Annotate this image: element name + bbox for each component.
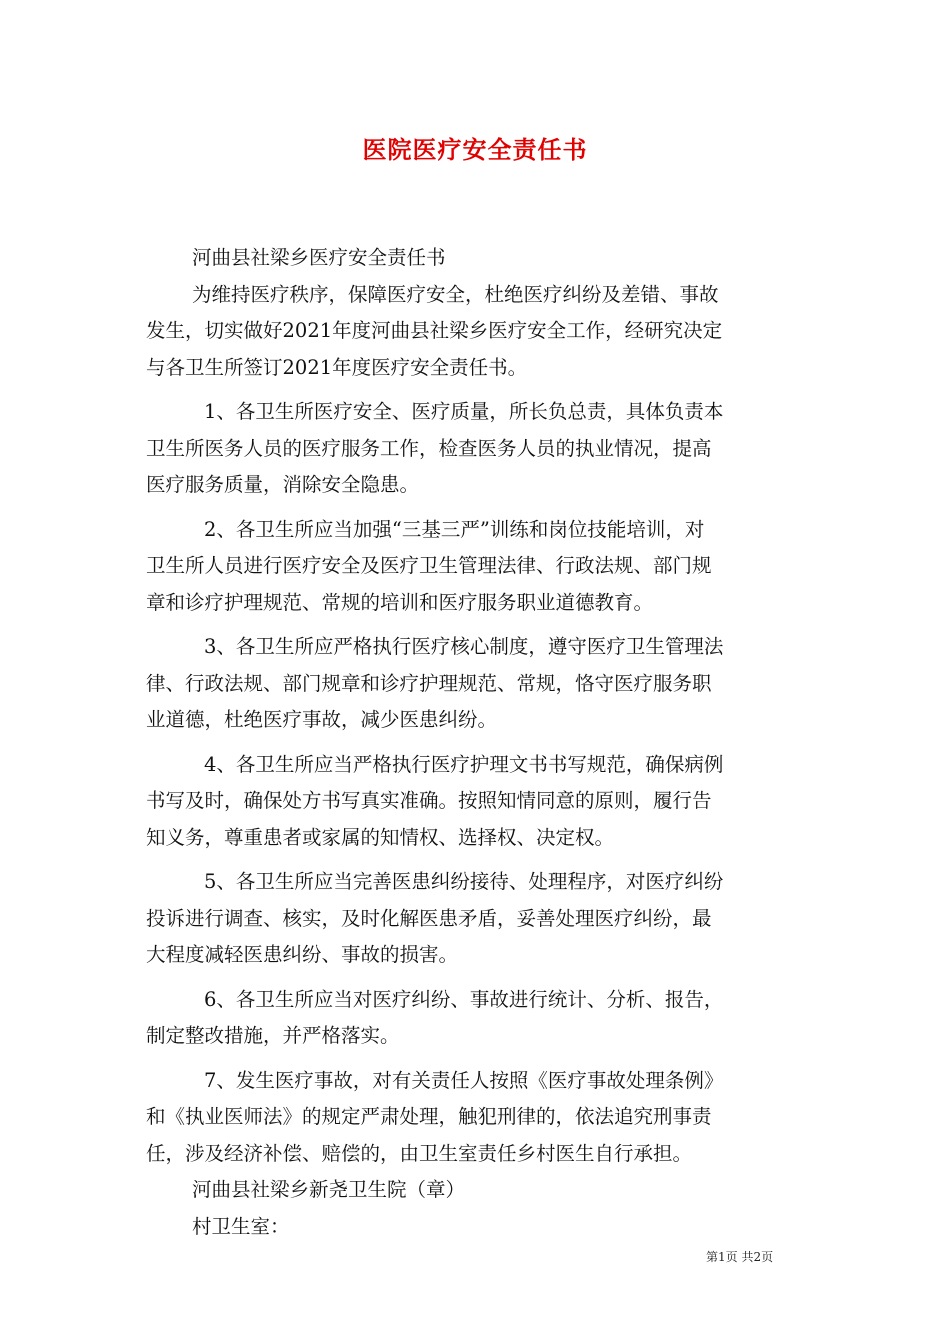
clause-line: 4、各卫生所应当严格执行医疗护理文书书写规范，确保病例 <box>204 752 724 776</box>
clause-5 <box>146 864 806 974</box>
clause-line: 医疗服务质量，消除安全隐患。 <box>146 473 420 496</box>
clause-line: 1、各卫生所医疗安全、医疗质量，所长负总责，具体负责本 <box>204 400 724 423</box>
clause-1 <box>146 394 806 504</box>
page-number: 第1页 共2页 <box>706 1250 774 1264</box>
clause-line: 6、各卫生所应当对医疗纠纷、事故进行统计、分析、报告， <box>204 987 724 1011</box>
signature-clinic: 村卫生室： <box>192 1214 290 1238</box>
clause-4 <box>146 747 806 857</box>
clause-line: 卫生所人员进行医疗安全及医疗卫生管理法律、行政法规、部门规 <box>146 554 712 577</box>
clause-line: 任，涉及经济补偿、赔偿的，由卫生室责任乡村医生自行承担。 <box>146 1141 693 1165</box>
clause-line: 知义务，尊重患者或家属的知情权、选择权、决定权。 <box>146 825 615 849</box>
clause-line: 律、行政法规、部门规章和诊疗护理规范、常规，恪守医疗服务职 <box>146 671 712 695</box>
intro-paragraph <box>146 277 806 387</box>
clause-line: 2、各卫生所应当加强“三基三严”训练和岗位技能培训，对 <box>204 517 705 541</box>
clause-line: 书写及时，确保处方书写真实准确。按照知情同意的原则，履行告 <box>146 789 712 812</box>
clause-line: 投诉进行调查、核实，及时化解医患矛盾，妥善处理医疗纠纷，最 <box>146 906 712 930</box>
clause-line: 5、各卫生所应当完善医患纠纷接待、处理程序，对医疗纠纷 <box>204 870 724 893</box>
intro-line: 与各卫生所签订2021年度医疗安全责任书。 <box>146 355 528 379</box>
document-body <box>146 240 806 1245</box>
intro-line: 为维持医疗秩序，保障医疗安全，杜绝医疗纠纷及差错、事故 <box>192 282 719 306</box>
clause-6 <box>146 982 806 1055</box>
clause-line: 制定整改措施，并严格落实。 <box>146 1024 400 1047</box>
signature-organization: 河曲县社梁乡新尧卫生院（章） <box>192 1178 466 1201</box>
clause-line: 和《执业医师法》的规定严肃处理，触犯刑律的，依法追究刑事责 <box>146 1105 712 1128</box>
clause-line: 7、发生医疗事故，对有关责任人按照《医疗事故处理条例》 <box>204 1068 724 1092</box>
clause-3 <box>146 629 806 739</box>
clause-line: 章和诊疗护理规范、常规的培训和医疗服务职业道德教育。 <box>146 590 654 614</box>
clause-2 <box>146 512 806 622</box>
clause-line: 3、各卫生所应严格执行医疗核心制度，遵守医疗卫生管理法 <box>204 635 724 658</box>
clause-line: 卫生所医务人员的医疗服务工作，检查医务人员的执业情况，提高 <box>146 436 712 460</box>
document-title: 医院医疗安全责任书 <box>362 135 588 164</box>
clause-line: 大程度减轻医患纠纷、事故的损害。 <box>146 943 459 966</box>
subtitle: 河曲县社梁乡医疗安全责任书 <box>192 246 446 269</box>
clause-7 <box>146 1063 806 1173</box>
clause-line: 业道德，杜绝医疗事故，减少医患纠纷。 <box>146 708 498 731</box>
intro-line: 发生，切实做好2021年度河曲县社梁乡医疗安全工作，经研究决定 <box>146 319 723 342</box>
